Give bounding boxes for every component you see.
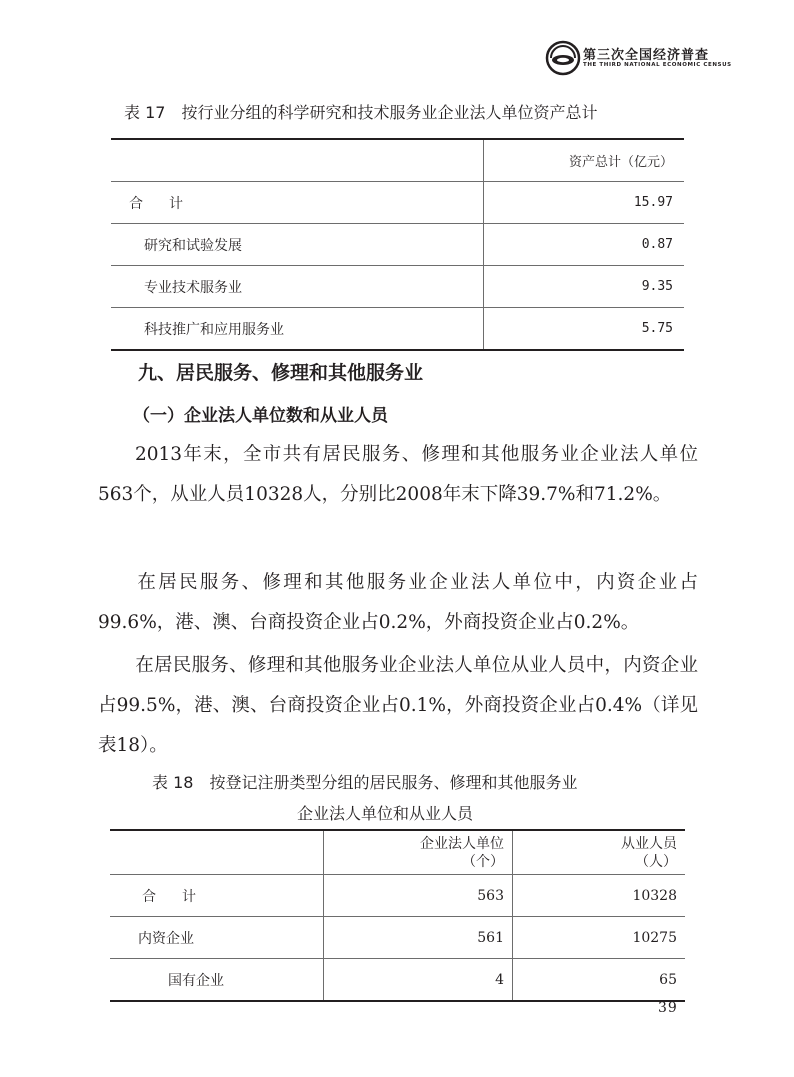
- section-heading: 九、居民服务、修理和其他服务业: [138, 362, 424, 384]
- table18-number: 表 18: [152, 773, 194, 792]
- row-persons: 10328: [513, 875, 686, 917]
- table-row: [111, 308, 684, 351]
- row-label: 专业技术服务业: [111, 266, 484, 308]
- table17-title: 按行业分组的科学研究和技术服务业企业法人单位资产总计: [181, 103, 598, 122]
- paragraph: 在居民服务、修理和其他服务业企业法人单位中，内资企业占99.6%，港、澳、台商投资企业占0.2%，外商投资企业占0.2%。: [98, 572, 698, 633]
- table-row-total: [111, 182, 684, 224]
- table18: [110, 829, 685, 1002]
- table-row: [110, 917, 685, 959]
- row-units: 4: [324, 959, 513, 1002]
- table-header-row: [111, 139, 684, 182]
- logo-title: 第三次全国经济普查: [583, 48, 710, 63]
- row-label: 合计: [110, 875, 324, 917]
- column-header-assets: 资产总计（亿元）: [484, 139, 685, 182]
- census-logo: [545, 40, 745, 76]
- row-label: 科技推广和应用服务业: [111, 308, 484, 351]
- table-header-empty: [111, 139, 484, 182]
- row-label: 国有企业: [110, 959, 324, 1002]
- row-persons: 65: [513, 959, 686, 1002]
- table17: [111, 138, 684, 351]
- table-row: [111, 266, 684, 308]
- table-row: [111, 224, 684, 266]
- paragraph: 2013年末，全市共有居民服务、修理和其他服务业企业法人单位563个，从业人员10328人，分别比2008年末下降39.7%和71.2%。: [98, 444, 698, 505]
- logo-subtitle: THE THIRD NATIONAL ECONOMIC CENSUS: [583, 62, 732, 68]
- column-header-units: 企业法人单位 （个）: [324, 830, 513, 875]
- row-label: 研究和试验发展: [111, 224, 484, 266]
- page-number: 39: [658, 1000, 678, 1016]
- census-emblem-icon: [545, 40, 581, 76]
- row-value: 15.97: [484, 182, 685, 224]
- column-header-persons: 从业人员 （人）: [513, 830, 686, 875]
- table-header-row: [110, 830, 685, 875]
- table18-title-line2: 企业法人单位和从业人员: [297, 804, 474, 823]
- table17-caption: [124, 100, 597, 123]
- paragraph: 在居民服务、修理和其他服务业企业法人单位从业人员中，内资企业占99.5%，港、澳、台商投资企业占0.1%，外商投资企业占0.4%（详见表18）。: [98, 655, 698, 756]
- table-header-empty: [110, 830, 324, 875]
- table-row: [110, 959, 685, 1002]
- row-value: 0.87: [484, 224, 685, 266]
- row-persons: 10275: [513, 917, 686, 959]
- row-label: 内资企业: [110, 917, 324, 959]
- row-label: 合计: [111, 182, 484, 224]
- row-value: 5.75: [484, 308, 685, 351]
- table17-number: 表 17: [124, 103, 166, 122]
- section-subheading: （一）企业法人单位数和从业人员: [133, 406, 388, 426]
- table-row-total: [110, 875, 685, 917]
- table18-title: 按登记注册类型分组的居民服务、修理和其他服务业: [209, 773, 578, 792]
- row-units: 563: [324, 875, 513, 917]
- row-value: 9.35: [484, 266, 685, 308]
- table18-caption: [152, 770, 577, 793]
- row-units: 561: [324, 917, 513, 959]
